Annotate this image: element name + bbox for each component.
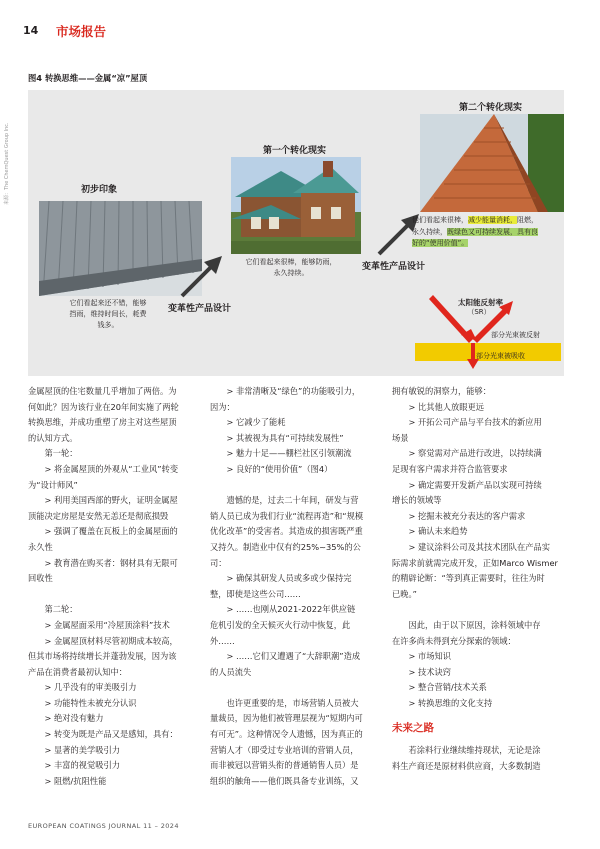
text-line: 顶能决定房屋是安然无恙还是彻底损毁	[28, 510, 169, 521]
stage3-roof-photo	[420, 114, 564, 212]
figure-title: 图4 转换思维——金属“凉”屋顶	[28, 73, 148, 83]
text-line: 的人员流失	[210, 666, 252, 677]
text-line: > 金属屋面采用“冷屋顶涂料”技术	[28, 619, 170, 630]
text-line: > ……也刚从2021-2022年供应链	[210, 604, 356, 615]
text-line: 的认知方式。	[28, 432, 78, 443]
text-line: 场景	[392, 432, 409, 443]
text-line: 产品在消费者最初认知中：	[28, 666, 127, 677]
text-line: 已晚。”	[392, 588, 417, 599]
text-line: 量裁员，因为他们被管理层视为“短期内可	[210, 713, 363, 724]
text-line: 销人员已成为我们行业“流程再造”和“规模	[210, 510, 364, 521]
arrow-1	[178, 250, 228, 300]
text-line: 金属屋顶的住宅数量几乎增加了两倍。为	[28, 386, 177, 396]
reflected-label: 部分光束被反射	[491, 331, 540, 339]
text-line: 遗憾的是，过去二十年间，研发与营	[210, 495, 359, 506]
text-line: > 市场知识	[392, 651, 452, 662]
text-line: 永久性	[28, 541, 53, 552]
footer: EUROPEAN COATINGS JOURNAL 11 – 2024	[28, 822, 179, 830]
stage1-caption: 它们看起来还不错，能够 挡雨，维持时间长，耗费 钱多。	[69, 299, 147, 329]
text-line: > 它减少了能耗	[210, 417, 286, 428]
text-line: > 阻燃/抗阻性能	[28, 775, 107, 786]
column-3	[392, 384, 558, 775]
text-line: 若涂料行业继续维持现状，无论是涂	[392, 745, 541, 756]
text-line: 整，即使是这些公司……	[210, 588, 301, 599]
text-line: 的精辟论断：“等到真正需要时，往往为时	[392, 573, 545, 584]
stage2-caption: 它们看起来很棒，能够防雨， 永久持续。	[245, 258, 337, 277]
paragraph-gap	[28, 587, 179, 603]
text-line: > 利用美国西部的野火，证明金属屋	[28, 495, 178, 506]
transformation-label-2: 变革性产品设计	[362, 262, 426, 272]
stage2-heading: 第一个转化现实	[263, 146, 327, 156]
text-line: > 确保其研发人员或多或少保持完	[210, 573, 352, 584]
text-line: 危机引发的全天候灭火行动中恢复，此	[210, 619, 351, 630]
text-line: 外……	[210, 635, 235, 646]
text-line: 为“设计师风”	[28, 479, 78, 490]
reflectance-title: 太阳能反射率	[458, 298, 503, 307]
column-2	[210, 384, 363, 789]
text-line: > 其被视为具有“可持续发展性”	[210, 432, 344, 443]
stage2-house-photo	[231, 157, 361, 254]
text-line: > 金属屋顶材料尽管初期成本较高，	[28, 635, 178, 646]
page-number: 14	[23, 24, 39, 37]
stage3-heading: 第二个转化现实	[459, 103, 523, 113]
text-line: > 非常清晰及“绿色”的功能吸引力，	[210, 386, 361, 396]
text-line: 因为：	[210, 401, 235, 412]
text-line: > 绝对没有魅力	[28, 713, 104, 724]
text-line: 拥有敏锐的洞察力，能够：	[392, 386, 491, 396]
text-line: > 功能特性未被充分认识	[28, 697, 137, 708]
text-line: > 整合营销/技术关系	[392, 682, 487, 693]
text-line: 回收性	[28, 573, 53, 584]
text-line: 但其市场将持续增长并蓬勃发展，因为该	[28, 651, 177, 662]
text-line: 又持久。制造业中仅有约25%~35%的公	[210, 541, 361, 552]
text-line: 优化改革”的受害者。其造成的损害既严重	[210, 526, 363, 537]
text-line: > 丰富的视觉吸引力	[28, 760, 121, 771]
text-line: > 转变为既是产品又是感知，具有：	[28, 729, 178, 740]
text-line: 而非被冠以营销头衔的普通销售人员）是	[210, 760, 359, 771]
figure-panel	[28, 90, 564, 376]
transformation-label-1: 变革性产品设计	[168, 304, 232, 314]
text-line: 何如此？因为该行业在20年间实施了两轮	[28, 401, 179, 412]
text-line: 因此，由于以下原因，涂料领域中存	[392, 619, 541, 630]
text-line: > 转换思维的文化支持	[392, 697, 493, 708]
text-line: 转换思维，并成功重塑了房主对这些屋顶	[28, 417, 177, 428]
stage1-heading: 初步印象	[81, 185, 118, 195]
text-line: 际需求前就需完成开发，正如Marco Wismer	[392, 557, 558, 568]
text-line: 有可无”。这种情况令人遗憾，因为真正的	[210, 729, 363, 740]
text-line: > 将金属屋顶的外观从“工业风”转变	[28, 463, 179, 474]
section-title: 市场报告	[56, 24, 107, 39]
text-line: 司：	[210, 557, 227, 568]
text-line: > 教育潜在购买者：钢材具有无限可	[28, 557, 178, 568]
text-line: > 显著的美学吸引力	[28, 744, 121, 755]
paragraph-gap	[392, 602, 558, 618]
text-line: > 技术诀窍	[392, 666, 452, 677]
text-line: > 几乎没有的审美吸引力	[28, 682, 137, 693]
text-line: 组织的触角——他们既具备专业训练，又	[210, 775, 359, 786]
column-1	[28, 384, 179, 789]
text-line: > 强调了覆盖在瓦板上的金属屋面的	[28, 526, 178, 537]
text-line: > 良好的“使用价值”（图4）	[210, 463, 333, 474]
text-line: 足现有客户需求并符合监管要求	[392, 463, 508, 474]
section-heading-road: 未来之路	[392, 722, 434, 735]
absorbed-label: 部分光束被吸收	[476, 352, 525, 360]
text-line: 营销人才（即受过专业培训的营销人员，	[210, 744, 359, 755]
reflectance-subtitle: （SR）	[467, 308, 491, 316]
figure-credit: 来源：The ChemQuest Group Inc.	[4, 122, 10, 205]
paragraph-gap	[210, 680, 363, 696]
text-line: > 察觉需对产品进行改进，以持续满	[392, 448, 542, 459]
text-line: 第二轮：	[28, 604, 78, 615]
text-line: > 确定需要开发新产品以实现可持续	[392, 479, 542, 490]
text-line: > 建议涂料公司及其技术团队在产品实	[392, 541, 551, 552]
text-line: 也许更重要的是，市场营销人员被大	[210, 697, 359, 708]
text-line: > 开拓公司产品与平台技术的新应用	[392, 417, 542, 428]
paragraph-gap	[210, 478, 363, 494]
text-line: 在许多尚未得到充分探索的领域：	[392, 635, 516, 646]
text-line: > 比其他人放眼更远	[392, 401, 485, 412]
text-line: 第一轮：	[28, 448, 78, 459]
text-line: > 确认未来趋势	[392, 526, 468, 537]
text-line: > 挖掘未被充分表达的客户需求	[392, 510, 526, 521]
stage3-caption: 他们看起来很棒，减少能量消耗，阻燃， 永久持续，既绿色又可持续发展，具有良 好的“使用价值”。	[412, 216, 538, 247]
text-line: 增长的领域等	[392, 495, 442, 506]
text-line: > 魅力十足——棚栏社区引领潮流	[210, 448, 352, 459]
text-line: > ……它们又遭遇了“大辞职潮”造成	[210, 651, 361, 662]
text-line: 料生产商还是原材料供应商，大多数制造	[392, 761, 541, 772]
